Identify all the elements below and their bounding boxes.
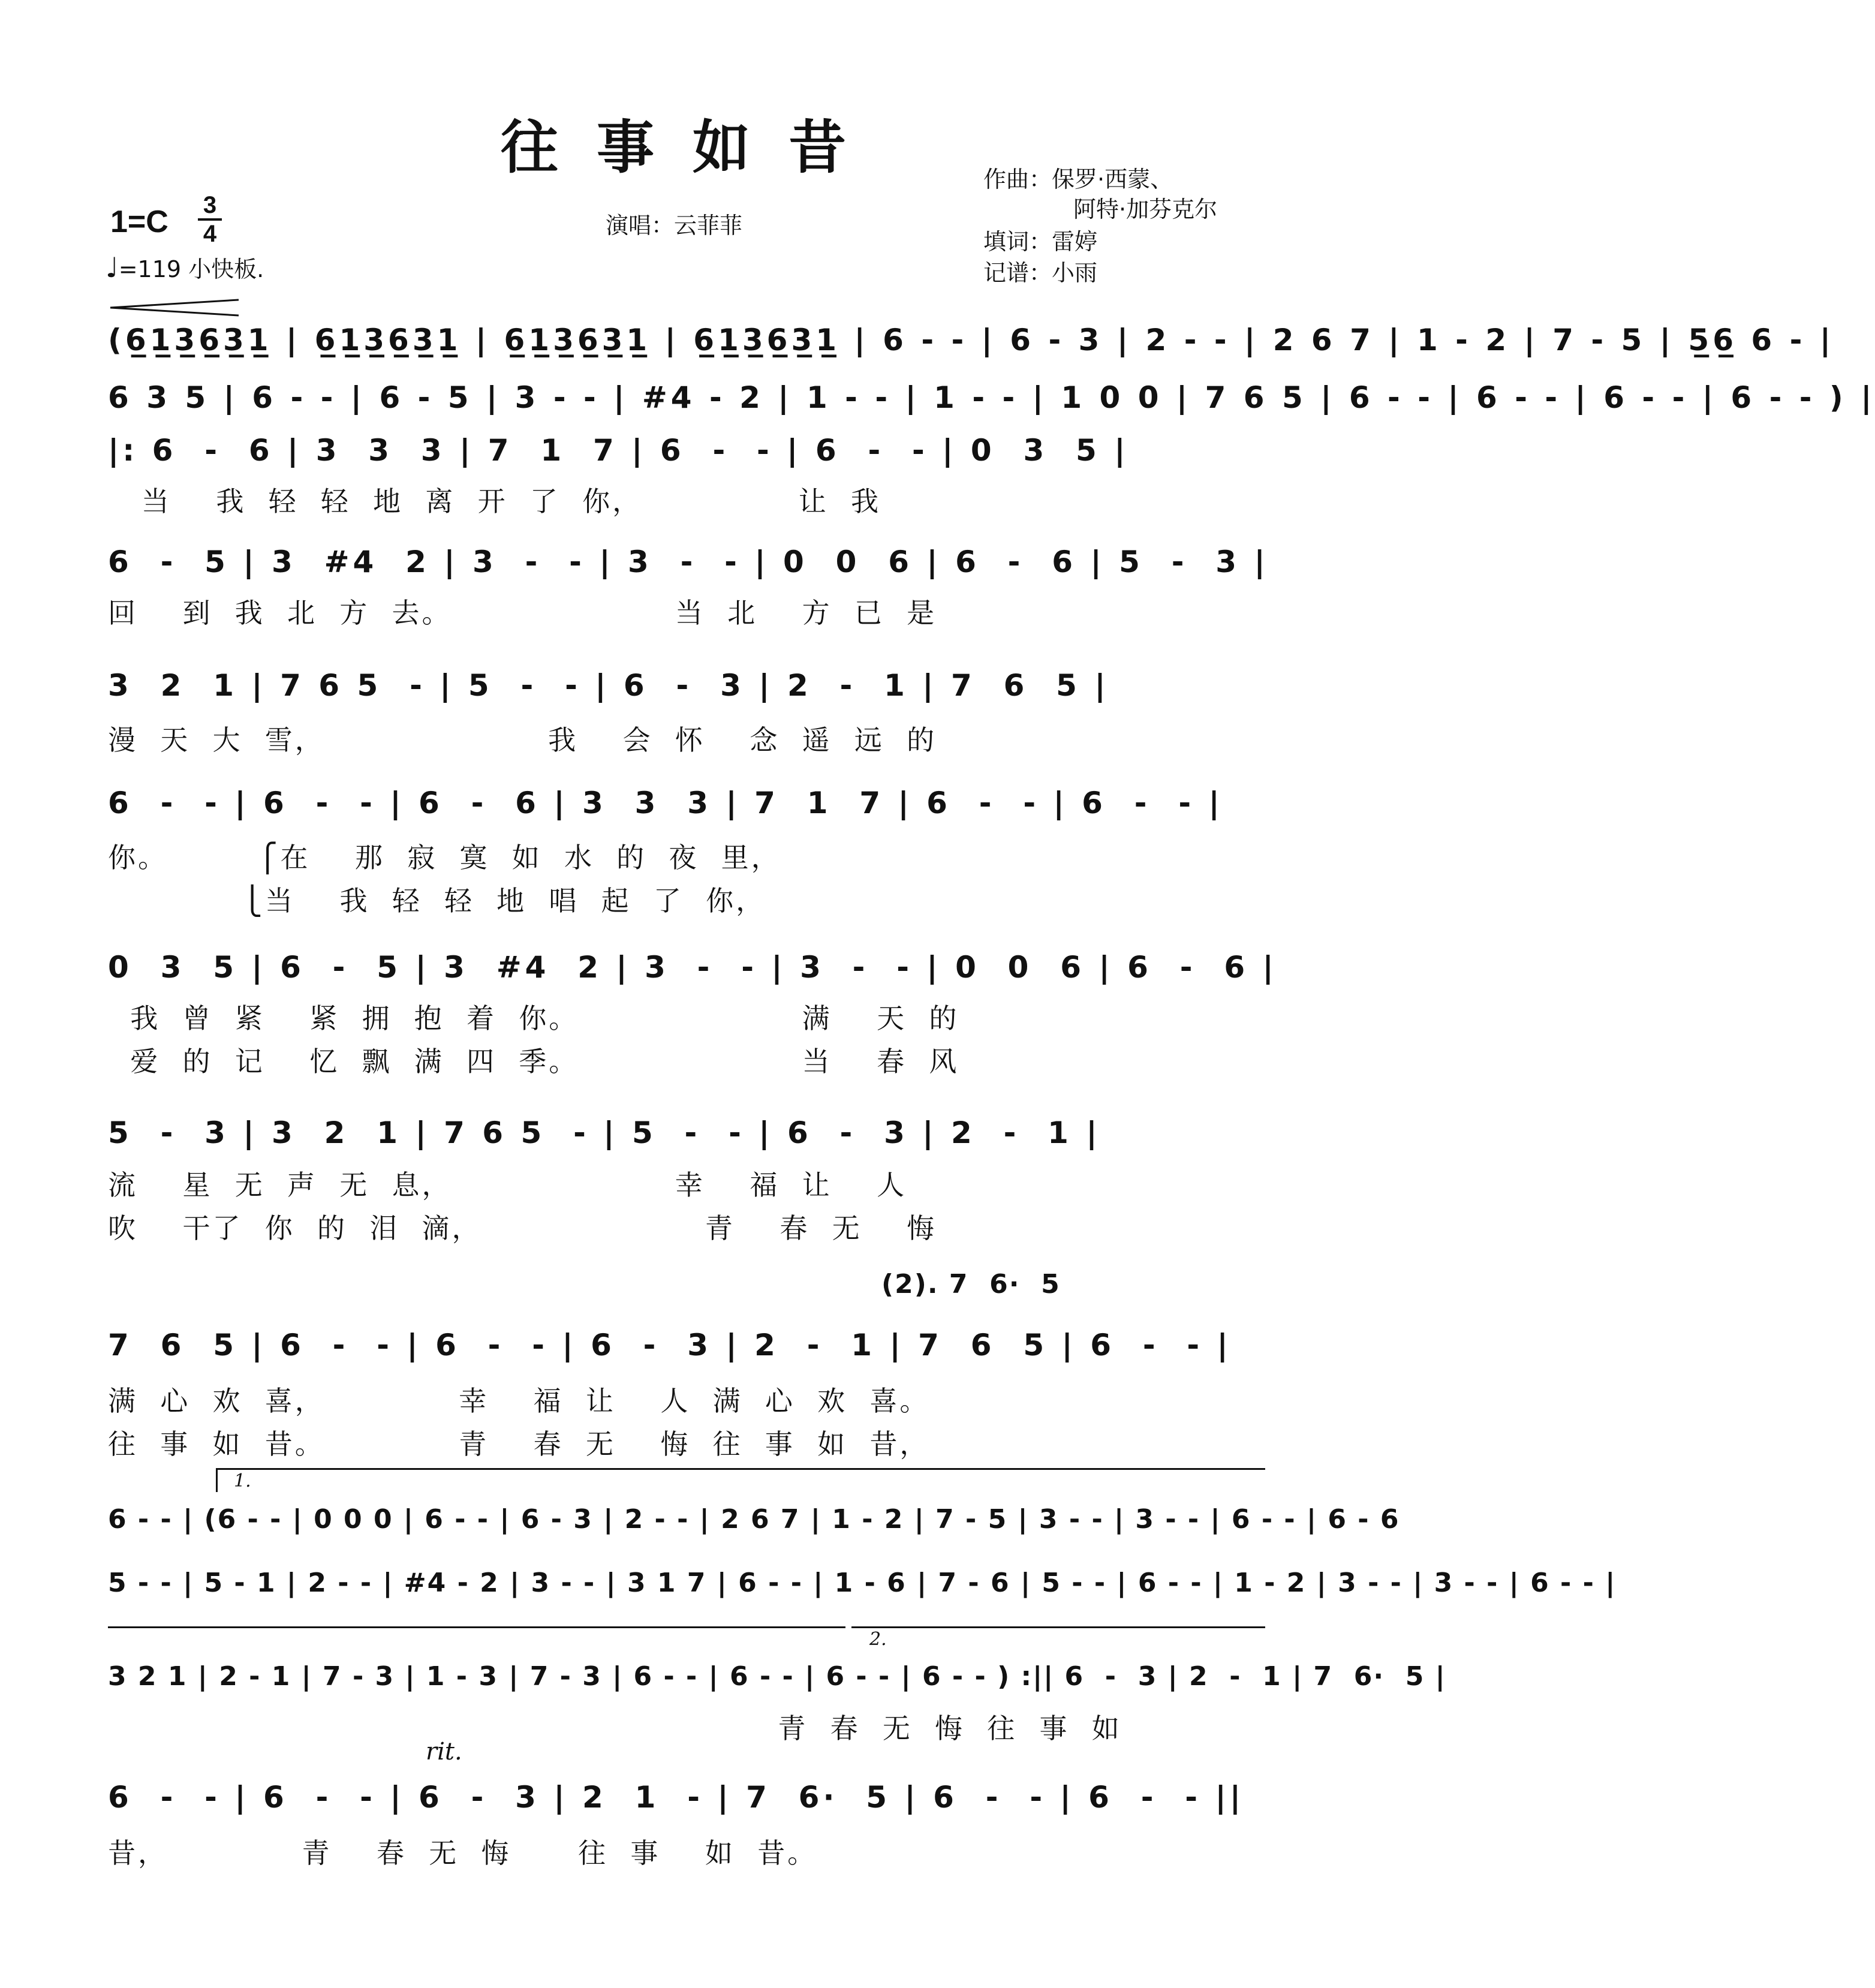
singer: 演唱：云菲菲 bbox=[606, 212, 743, 239]
lyrics-row-9-verse2: 往 事 如 昔。 青 春 无 悔 往 事 如 昔， bbox=[108, 1428, 930, 1460]
composer-line1: 作曲：保罗·西蒙、 bbox=[983, 166, 1173, 193]
ritardando-mark: rit. bbox=[426, 1738, 462, 1766]
lyrics-row-9-verse1: 满 心 欢 喜， 幸 福 让 人 满 心 欢 喜。 bbox=[108, 1385, 930, 1417]
tempo-marking bbox=[106, 251, 264, 284]
notation-row-10: 6 - - | (6 - - | 0 0 0 | 6 - - | 6 - 3 | 2 - - | 2 6 7 | 1 - 2 | 7 - 5 | 3 - - | 3 - - | 6 - - | 6 - 6 bbox=[108, 1504, 1400, 1535]
lyrics-row-3: 当 我 轻 轻 地 离 开 了 你， 让 我 bbox=[108, 485, 881, 518]
meter-bottom: 4 bbox=[203, 221, 217, 247]
notation-row-2: 6 3 5 | 6 - - | 6 - 5 | 3 - - | #4 - 2 | 1 - - | 1 - - | 1 0 0 | 7 6 5 | 6 - - | 6 - - | 6 - - | 6 - - ) | bbox=[108, 380, 1875, 415]
lyrics-row-7-verse1: 我 曾 紧 紧 拥 抱 着 你。 满 天 的 bbox=[108, 1002, 959, 1034]
lyrics-row-13: 昔， 青 春 无 悔 往 事 如 昔。 bbox=[108, 1837, 818, 1869]
volta-1-continuation-line bbox=[108, 1626, 845, 1628]
notation-row-11: 5 - - | 5 - 1 | 2 - - | #4 - 2 | 3 - - | 3 1 7 | 6 - - | 1 - 6 | 7 - 6 | 5 - - | 6 - - | 1 - 2 | 3 - - | 3 - - | 6 - - | bbox=[108, 1568, 1617, 1598]
lyrics-row-6-verse1: 你。 ⎧在 那 寂 寞 如 水 的 夜 里， bbox=[108, 841, 781, 874]
quarter-note-icon: ♩ bbox=[106, 251, 119, 284]
notation-row-13: 6 - - | 6 - - | 6 - 3 | 2 1 - | 7 6· 5 | 6 - - | 6 - - || bbox=[108, 1780, 1244, 1815]
notation-row-5: 3 2 1 | 7 6 5 - | 5 - - | 6 - 3 | 2 - 1 | 7 6 5 | bbox=[108, 668, 1109, 703]
notation-row-1: (6̲1̲3̲6̲3̲1̲ | 6̲1̲3̲6̲3̲1̲ | 6̲1̲3̲6̲3̲1̲ | 6̲1̲3̲6̲3̲1̲ | 6 - - | 6 - 3 | 2 - - | 2 6 7 | 1 - 2 | 7 - 5 | 5̲6̲ 6 - | bbox=[108, 323, 1835, 357]
song-title: 往事如昔 bbox=[501, 113, 884, 181]
notation-row-12: 3 2 1 | 2 - 1 | 7 - 3 | 1 - 3 | 7 - 3 | 6 - - | 6 - - | 6 - - | 6 - - ) :|| 6 - 3 | 2 - 1 | 7 6· 5 | bbox=[108, 1661, 1446, 1692]
notation-row-7: 0 3 5 | 6 - 5 | 3 #4 2 | 3 - - | 3 - - | 0 0 6 | 6 - 6 | bbox=[108, 950, 1277, 985]
volta-1-label: 1. bbox=[234, 1470, 251, 1491]
notation-row-4: 6 - 5 | 3 #4 2 | 3 - - | 3 - - | 0 0 6 | 6 - 6 | 5 - 3 | bbox=[108, 545, 1269, 579]
time-signature bbox=[198, 193, 222, 246]
transcriber: 记谱：小雨 bbox=[983, 260, 1098, 286]
lyrics-row-8-verse1: 流 星 无 声 无 息， 幸 福 让 人 bbox=[108, 1169, 907, 1201]
lyrics-row-4: 回 到 我 北 方 去。 当 北 方 已 是 bbox=[108, 597, 937, 629]
notation-row-3: |: 6 - 6 | 3 3 3 | 7 1 7 | 6 - - | 6 - - | 0 3 5 | bbox=[108, 433, 1129, 468]
notation-row-6: 6 - - | 6 - - | 6 - 6 | 3 3 3 | 7 1 7 | 6 - - | 6 - - | bbox=[108, 786, 1223, 820]
notation-row-8: 5 - 3 | 3 2 1 | 7 6 5 - | 5 - - | 6 - 3 | 2 - 1 | bbox=[108, 1115, 1101, 1150]
volta-2-label: 2. bbox=[869, 1629, 887, 1650]
crescendo-icon bbox=[108, 299, 240, 317]
volta-1-hook bbox=[216, 1468, 218, 1492]
volta-1-line bbox=[216, 1468, 1265, 1470]
volta-2-line bbox=[851, 1626, 1265, 1628]
lyrics-row-8-verse2: 吹 干了 你 的 泪 滴， 青 春 无 悔 bbox=[108, 1212, 937, 1244]
key-signature: 1=C bbox=[110, 204, 168, 239]
meter-top: 3 bbox=[203, 192, 217, 218]
composer-line2: 阿特·加芬克尔 bbox=[1073, 196, 1218, 222]
lyricist: 填词：雷婷 bbox=[983, 228, 1098, 255]
tempo-text: =119 小快板. bbox=[118, 256, 264, 282]
lyrics-row-7-verse2: 爱 的 记 忆 飘 满 四 季。 当 春 风 bbox=[108, 1045, 959, 1078]
lyrics-row-12: 青 春 无 悔 往 事 如 bbox=[108, 1712, 1122, 1745]
notation-row-9: 7 6 5 | 6 - - | 6 - - | 6 - 3 | 2 - 1 | 7 6 5 | 6 - - | bbox=[108, 1328, 1232, 1363]
lyrics-row-6-verse2: ⎩当 我 轻 轻 地 唱 起 了 你， bbox=[108, 885, 766, 917]
lyrics-row-5: 漫 天 大 雪， 我 会 怀 念 遥 远 的 bbox=[108, 724, 937, 756]
alternate-ending-notes: (2). 7 6· 5 bbox=[881, 1269, 1061, 1300]
